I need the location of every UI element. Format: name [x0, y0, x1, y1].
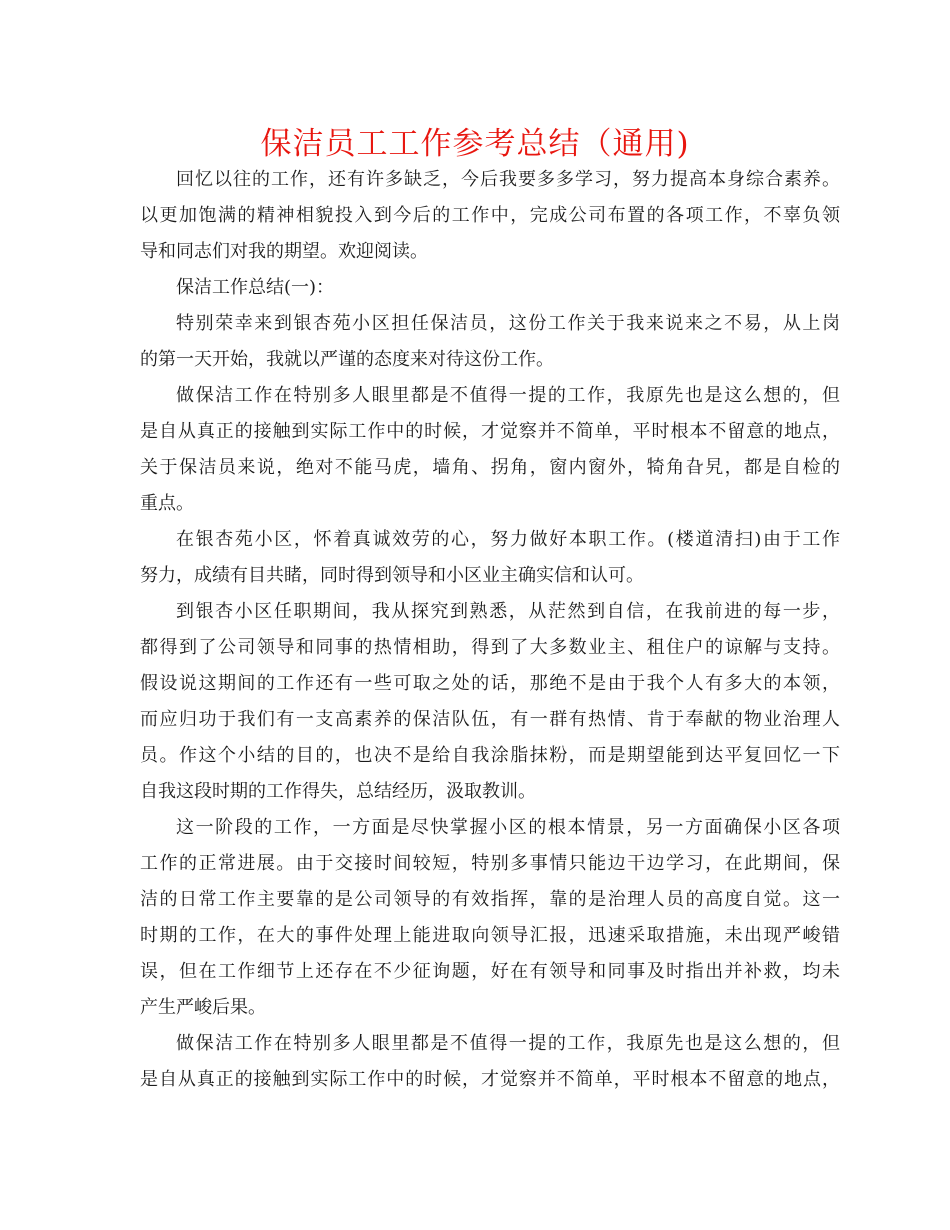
paragraph-line: 自我这段时期的工作得失，总结经历，汲取教训。 — [140, 781, 536, 802]
paragraph-line: 的第一天开始，我就以严谨的态度来对待这份工作。 — [140, 349, 554, 370]
paragraph-line: 到银杏小区任职期间，我从探究到熟悉，从茫然到自信，在我前进的每一步， — [176, 601, 840, 622]
document-title: 保洁员工工作参考总结（通用) — [260, 126, 690, 162]
paragraph-line: 做保洁工作在特别多人眼里都是不值得一提的工作，我原先也是这么想的，但 — [176, 1033, 840, 1054]
paragraph-line: 关于保洁员来说，绝对不能马虎，墙角、拐角，窗内窗外，犄角旮旯，都是自检的 — [140, 457, 840, 478]
paragraph-line: 特别荣幸来到银杏苑小区担任保洁员，这份工作关于我来说来之不易，从上岗 — [176, 313, 840, 334]
paragraph-line: 做保洁工作在特别多人眼里都是不值得一提的工作，我原先也是这么想的，但 — [176, 385, 840, 406]
paragraph-line: 假设说这期间的工作还有一些可取之处的话，那绝不是由于我个人有多大的本领， — [140, 673, 840, 694]
paragraph-line: 误，但在工作细节上还存在不少征询题，好在有领导和同事及时指出并补救，均未 — [140, 961, 840, 982]
paragraph-line: 以更加饱满的精神相貌投入到今后的工作中，完成公司布置的各项工作，不辜负领 — [140, 205, 840, 226]
paragraph-line: 都得到了公司领导和同事的热情相助，得到了大多数业主、租住户的谅解与支持。 — [140, 637, 840, 658]
paragraph-line: 是自从真正的接触到实际工作中的时候，才觉察并不简单，平时根本不留意的地点， — [140, 421, 840, 442]
paragraph-line: 努力，成绩有目共睹，同时得到领导和小区业主确实信和认可。 — [140, 565, 644, 586]
paragraph-line: 回忆以往的工作，还有许多缺乏，今后我要多多学习，努力提高本身综合素养。 — [176, 169, 840, 190]
paragraph-line: 在银杏苑小区，怀着真诚效劳的心，努力做好本职工作。(楼道清扫)由于工作 — [176, 529, 840, 550]
paragraph-line: 导和同志们对我的期望。欢迎阅读。 — [140, 241, 428, 262]
paragraph-line: 是自从真正的接触到实际工作中的时候，才觉察并不简单，平时根本不留意的地点， — [140, 1069, 840, 1090]
paragraph-line: 洁的日常工作主要靠的是公司领导的有效指挥，靠的是治理人员的高度自觉。这一 — [140, 889, 840, 910]
paragraph-line: 时期的工作，在大的事件处理上能进取向领导汇报，迅速采取措施，未出现严峻错 — [140, 925, 840, 946]
paragraph-line: 这一阶段的工作，一方面是尽快掌握小区的根本情景，另一方面确保小区各项 — [176, 817, 840, 838]
section-heading: 保洁工作总结(一)： — [176, 277, 335, 298]
paragraph-line: 而应归功于我们有一支高素养的保洁队伍，有一群有热情、肯于奉献的物业治理人 — [140, 709, 840, 730]
paragraph-line: 工作的正常进展。由于交接时间较短，特别多事情只能边干边学习，在此期间，保 — [140, 853, 840, 874]
paragraph-line: 员。作这个小结的目的，也决不是给自我涂脂抹粉，而是期望能到达平复回忆一下 — [140, 745, 840, 766]
paragraph-line: 重点。 — [140, 493, 194, 514]
paragraph-line: 产生严峻后果。 — [140, 997, 266, 1018]
